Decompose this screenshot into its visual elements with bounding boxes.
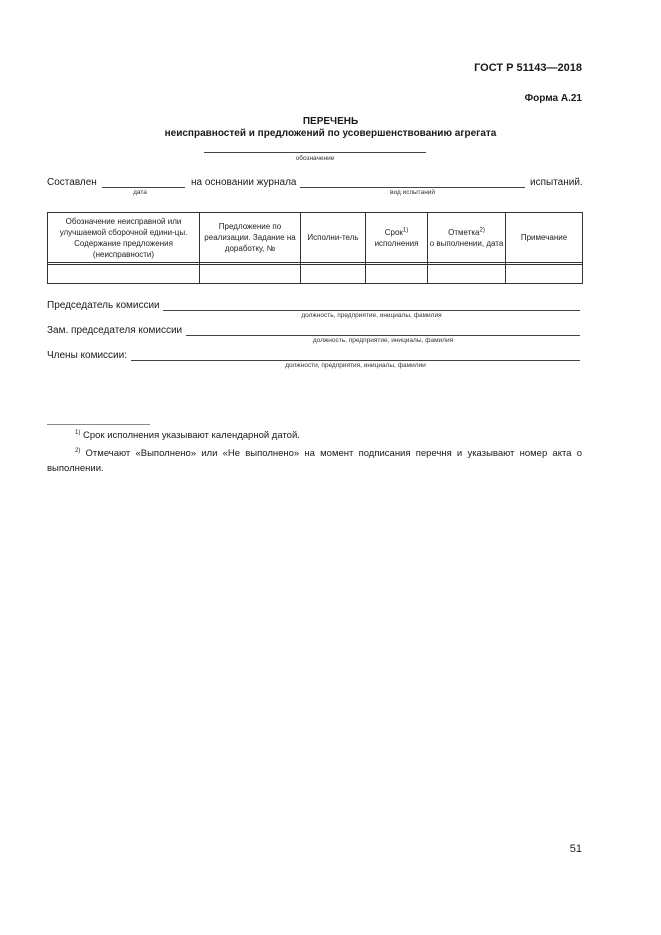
form-number: Форма А.21 <box>524 93 582 104</box>
defects-table <box>47 212 583 284</box>
deputy-label: Зам. председателя комиссии <box>47 325 183 336</box>
table-header-row <box>48 213 583 263</box>
members-caption: должности, предприятия, инициалы, фамилии <box>285 362 426 369</box>
chairman-caption: должность, предприятие, инициалы, фамилия <box>301 312 442 319</box>
footnote-1: $^{1)}$ Срок исполнения указывают календарной датой. <box>75 429 300 441</box>
composed-suffix: испытаний. <box>530 177 583 188</box>
table-cell[interactable] <box>428 265 506 284</box>
col-proposal-header: Предложение по реализации. Задание на доработку, № <box>200 213 301 263</box>
document-subtitle: неисправностей и предложений по усовершенствованию агрегата <box>164 128 497 139</box>
chairman-line[interactable] <box>163 310 580 311</box>
page-number: 51 <box>569 843 582 855</box>
col-mark-header: Отметка$^{2)}$ о выполнении, дата <box>428 213 506 263</box>
footnote-2: $^{2)}$ Отмечают «Выполнено» или «Не выполнено» на момент подписания перечня и указывают номер акта о выполнении. <box>47 447 582 474</box>
table-row[interactable] <box>48 265 583 284</box>
col-designation-header: Обозначение неисправной или улучшаемой сборочной едини-цы. Содержание предложения (неисправности) <box>48 213 200 263</box>
composed-middle: на основании журнала <box>191 177 297 188</box>
date-line[interactable] <box>102 187 185 188</box>
footnote-mark-1: 1) <box>402 226 409 233</box>
table-cell[interactable] <box>366 265 428 284</box>
deputy-caption: должность, предприятие, инициалы, фамилия <box>312 337 454 344</box>
test-type-line[interactable] <box>300 187 525 188</box>
chairman-label: Председатель комиссии <box>47 300 160 311</box>
table-cell[interactable] <box>506 265 583 284</box>
footnote-mark-2: 2) <box>479 226 485 233</box>
col-executor-header: Исполни-тель <box>301 213 366 263</box>
table-cell[interactable] <box>301 265 366 284</box>
designation-line[interactable] <box>204 152 426 153</box>
members-line[interactable] <box>131 360 580 361</box>
table-cell[interactable] <box>200 265 301 284</box>
date-caption: дата <box>133 189 147 196</box>
composed-prefix: Составлен <box>47 177 97 188</box>
standard-number: ГОСТ Р 51143—2018 <box>474 62 582 74</box>
col-deadline-header: Срок$^{1)}$ исполнения <box>366 213 428 263</box>
table-cell[interactable] <box>48 265 200 284</box>
document-title: ПЕРЕЧЕНЬ <box>302 116 359 127</box>
members-label: Члены комиссии: <box>47 350 128 361</box>
designation-caption: обозначение <box>295 155 335 162</box>
deputy-line[interactable] <box>186 335 580 336</box>
footnote-divider <box>47 424 150 425</box>
test-type-caption: вид испытаний <box>389 189 436 196</box>
col-note-header: Примечание <box>506 213 583 263</box>
